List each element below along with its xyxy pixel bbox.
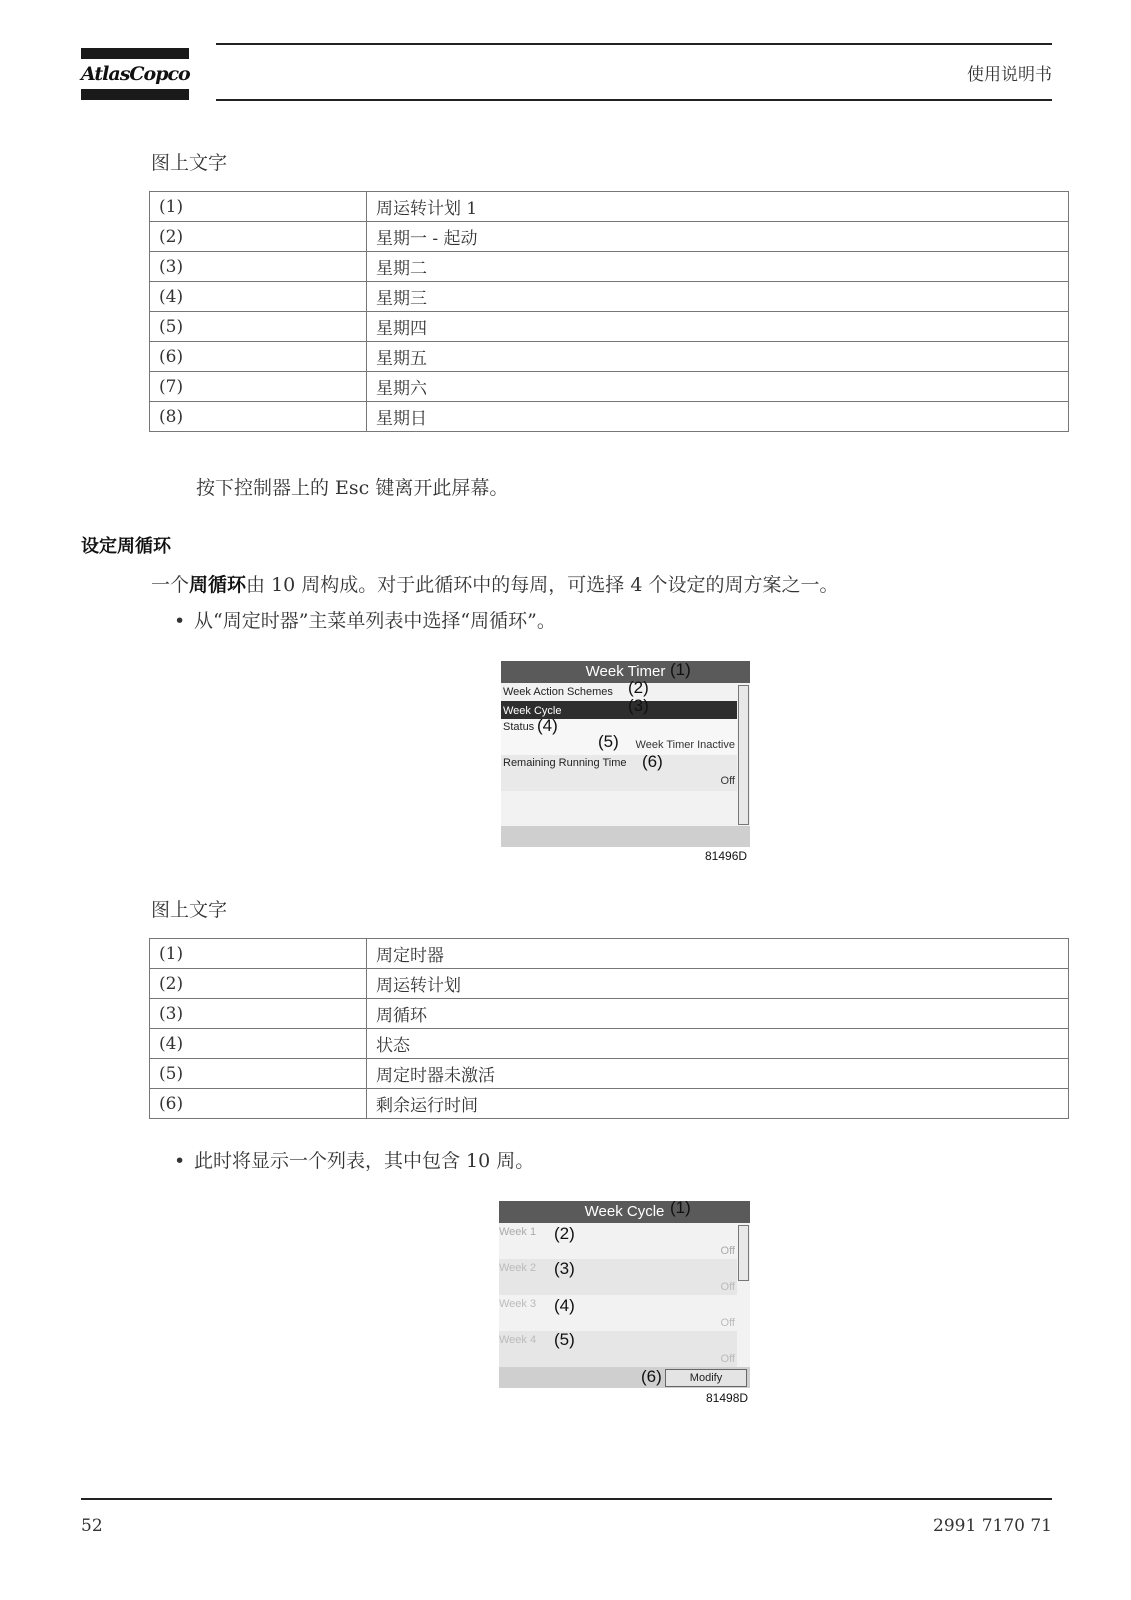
esc-instruction: 按下控制器上的 Esc 键离开此屏幕。 [196,477,509,499]
week-row[interactable] [499,1331,737,1367]
legend-key: (1) [150,939,367,969]
screen-title: Week Cycle [499,1201,750,1223]
legend-value: 周定时器 [367,939,1069,969]
callout-1: (1) [670,1198,691,1217]
document-number: 2991 7170 71 [933,1516,1052,1536]
callout-4: (4) [554,1296,575,1315]
header-rule-bottom [216,99,1052,101]
table-row [150,999,1069,1029]
logo-bar-top [81,48,189,59]
table-row [150,342,1069,372]
scrollbar[interactable] [738,1225,749,1281]
callout-4: (4) [537,716,558,735]
logo-text: AtlasCopco [81,63,190,85]
legend-value: 星期三 [367,282,1069,312]
legend-value: 周循环 [367,999,1069,1029]
week-label: Week 4 [499,1334,537,1346]
week-label: Week 1 [499,1226,537,1238]
callout-3: (3) [628,696,649,715]
legend-caption: 图上文字 [151,152,228,174]
legend-key: (5) [150,312,367,342]
table-row [150,222,1069,252]
header-rule-top [216,43,1052,45]
table-row [150,252,1069,282]
menu-row[interactable] [501,683,737,701]
modify-button[interactable]: Modify [665,1369,747,1387]
legend-value: 周定时器未激活 [367,1059,1069,1089]
legend-value: 剩余运行时间 [367,1089,1069,1119]
legend-key: (3) [150,252,367,282]
bullet-item [174,606,556,633]
callout-2: (2) [554,1224,575,1243]
legend-key: (2) [150,969,367,999]
table-row [150,402,1069,432]
legend-table-1 [149,191,1069,432]
callout-1: (1) [670,660,691,679]
week-row[interactable] [499,1223,737,1259]
remaining-row[interactable] [501,755,737,791]
table-row [150,372,1069,402]
scrollbar[interactable] [738,685,749,825]
remaining-running-time-item: Remaining Running Time [503,757,627,769]
legend-value: 状态 [367,1029,1069,1059]
status-item: Status [503,721,535,733]
legend-key: (7) [150,372,367,402]
callout-2: (2) [628,678,649,697]
legend-value: 星期二 [367,252,1069,282]
callout-6: (6) [642,752,663,771]
intro-prefix: 一个 [151,574,190,596]
intro-suffix: 由 10 周构成。对于此循环中的每周，可选择 4 个设定的周方案之一。 [246,574,839,596]
legend-key: (5) [150,1059,367,1089]
legend-value: 星期四 [367,312,1069,342]
page-number: 52 [81,1516,103,1536]
callout-3: (3) [554,1259,575,1278]
table-row [150,969,1069,999]
callout-5: (5) [598,732,619,751]
callout-5: (5) [554,1330,575,1349]
week-value: Off [720,1353,735,1365]
legend-caption: 图上文字 [151,899,228,921]
week-row[interactable] [499,1295,737,1331]
screen-bottom-bar [499,1367,750,1388]
remaining-value: Off [720,775,735,787]
legend-key: (3) [150,999,367,1029]
atlas-copco-logo [81,48,189,100]
week-label: Week 3 [499,1298,537,1310]
legend-key: (1) [150,192,367,222]
table-row [150,1029,1069,1059]
section-heading: 设定周循环 [81,536,171,557]
screen-title: Week Timer [501,661,750,683]
table-row [150,192,1069,222]
week-row[interactable] [499,1259,737,1295]
bullet-text: 此时将显示一个列表，其中包含 10 周。 [194,1150,535,1172]
legend-value: 星期日 [367,402,1069,432]
table-row [150,1059,1069,1089]
figure-id: 81498D [706,1391,749,1405]
legend-key: (8) [150,402,367,432]
table-row [150,282,1069,312]
bullet-item [174,1146,534,1173]
legend-table-2 [149,938,1069,1119]
legend-key: (2) [150,222,367,252]
table-row [150,939,1069,969]
week-cycle-item: Week Cycle [503,705,562,717]
legend-key: (4) [150,282,367,312]
week-value: Off [720,1317,735,1329]
logo-bar-bottom [81,89,189,100]
week-label: Week 2 [499,1262,537,1274]
week-action-schemes-item: Week Action Schemes [503,686,613,698]
week-cycle-screen [499,1201,750,1388]
legend-key: (4) [150,1029,367,1059]
legend-key: (6) [150,342,367,372]
table-row [150,1089,1069,1119]
bullet-symbol: • [174,610,186,632]
footer-rule [81,1498,1052,1500]
bullet-text: 从“周定时器”主菜单列表中选择“周循环”。 [194,610,556,632]
intro-term: 周循环 [189,574,247,596]
legend-key: (6) [150,1089,367,1119]
figure-id: 81496D [705,849,748,863]
screen-bottom-bar [501,826,750,847]
week-value: Off [720,1245,735,1257]
document-type: 使用说明书 [967,65,1052,85]
week-value: Off [720,1281,735,1293]
legend-value: 星期六 [367,372,1069,402]
legend-value: 周运转计划 [367,969,1069,999]
legend-value: 周运转计划 1 [367,192,1069,222]
callout-6: (6) [641,1367,662,1386]
table-row [150,312,1069,342]
bullet-symbol: • [174,1150,186,1172]
legend-value: 星期一 - 起动 [367,222,1069,252]
section-intro [151,570,838,597]
week-timer-screen [501,661,750,847]
status-value: Week Timer Inactive [635,739,735,751]
legend-value: 星期五 [367,342,1069,372]
